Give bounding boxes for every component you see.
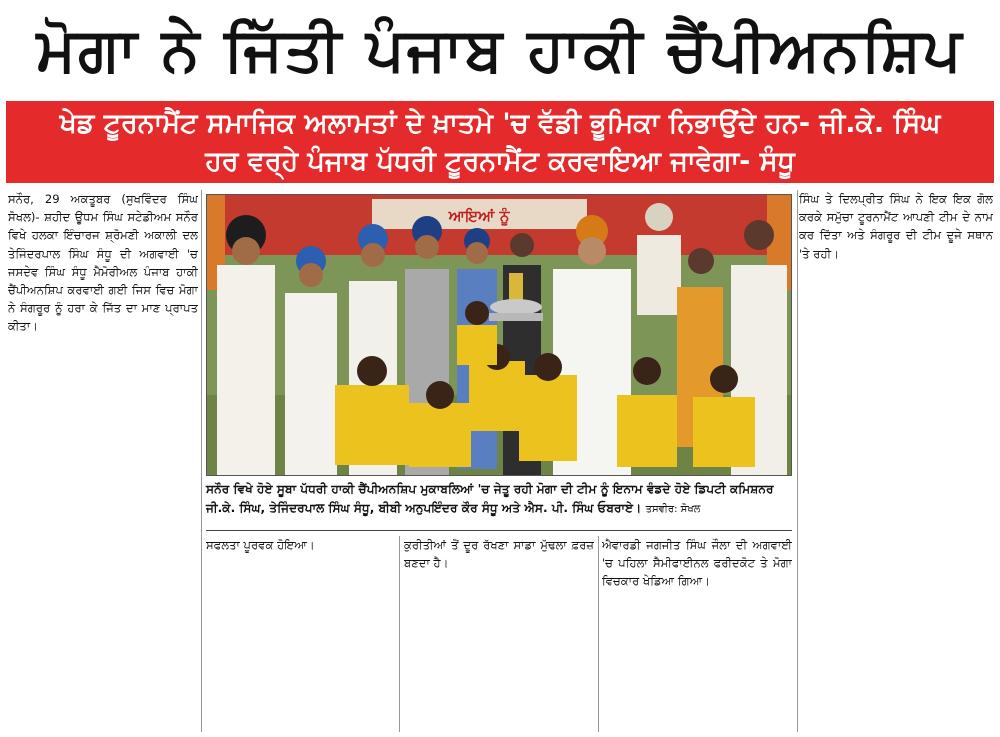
news-photo [206,194,792,476]
welcome-banner-text: ਆਇਆਂ ਨੂੰ [448,207,510,225]
article-column-4: ਐਵਾਰਡੀ ਜਗਜੀਤ ਸਿੰਘ ਜੌਲਾ ਦੀ ਅਗਵਾਈ 'ਚ ਪਹਿਲਾ ਸੈਮੀਫਾਈਨਲ ਫਰੀਦਕੋਟ ਤੇ ਮੋਗਾ ਵਿਚਕਾਰ ਖੇਡਿਆ ਗਿਆ। [602,538,792,589]
article-column-1: ਸਨੌਰ, 29 ਅਕਤੂਬਰ (ਸੁਖਵਿੰਦਰ ਸਿੰਘ ਸੋਖਲ)- ਸ਼ਹੀਦ ਊਧਮ ਸਿੰਘ ਸਟੇਡੀਅਮ ਸਨੌਰ ਵਿਖੇ ਹਲਕਾ ਇੰਚਾਰਜ ਸ਼੍ਰੋਮਣੀ ਅਕਾਲੀ ਦਲ ਤੇਜਿੰਦਰਪਾਲ ਸਿੰਘ ਸੰਧੂ ਦੀ ਅਗਵਾਈ 'ਚ ਜਸਦੇਵ ਸਿੰਘ ਸੰਧੂ ਮੈਮੋਰੀਅਲ ਪੰਜਾਬ ਹਾਕੀ ਚੈਂਪੀਅਨਸ਼ਿਪ ਕਰਵਾਈ ਗਈ ਜਿਸ ਵਿਚ ਮੋਗਾ ਨੇ ਸੰਗਰੂਰ ਨੂੰ ਹਰਾ ਕੇ ਜਿੱਤ ਦਾ ਮਾਣ ਪ੍ਰਾਪਤ ਕੀਤਾ। [8,192,198,334]
subheadline-2: ਹਰ ਵਰ੍ਹੇ ਪੰਜਾਬ ਪੱਧਰੀ ਟੂਰਨਾਮੈਂਟ ਕਰਵਾਇਆ ਜਾਵੇਗਾ- ਸੰਧੂ [205,146,795,177]
page-headline: ਮੋਗਾ ਨੇ ਜਿੱਤੀ ਪੰਜਾਬ ਹਾਕੀ ਚੈਂਪੀਅਨਸ਼ਿਪ [36,15,964,85]
subheadline-band [6,101,994,183]
photo-credit: ਤਸਵੀਰ: ਸੋਖਲ [645,504,701,515]
article-column-2: ਸਫਲਤਾ ਪੂਰਵਕ ਹੋਇਆ। [206,538,315,552]
column-divider [797,190,798,732]
photo-caption-text: ਸਨੌਰ ਵਿਖੇ ਹੋਏ ਸੂਬਾ ਪੱਧਰੀ ਹਾਕੀ ਚੈਂਪੀਅਨਸ਼ਿਪ ਮੁਕਾਬਲਿਆਂ 'ਚ ਜੇਤੂ ਰਹੀ ਮੋਗਾ ਦੀ ਟੀਮ ਨੂੰ ਇਨਾਮ ਵੰਡਦੇ ਹੋਏ ਡਿਪਟੀ ਕਮਿਸ਼ਨਰ ਜੀ.ਕੇ. ਸਿੰਘ, ਤੇਜਿੰਦਰਪਾਲ ਸਿੰਘ ਸੰਧੂ, ਬੀਬੀ ਅਨੁਪਇੰਦਰ ਕੌਰ ਸੰਧੂ ਅਤੇ ਐਸ. ਪੀ. ਸਿੰਘ ਓਬਰਾਏ। [206,482,774,515]
subheadline-1: ਖੇਡ ਟੂਰਨਾਮੈਂਟ ਸਮਾਜਿਕ ਅਲਾਮਤਾਂ ਦੇ ਖ਼ਾਤਮੇ 'ਚ ਵੱਡੀ ਭੂਮਿਕਾ ਨਿਭਾਉਂਦੇ ਹਨ- ਜੀ.ਕੇ. ਸਿੰਘ [59,108,941,139]
column-divider [399,536,400,732]
article-column-5: ਸਿੰਘ ਤੇ ਦਿਲਪ੍ਰੀਤ ਸਿੰਘ ਨੇ ਇਕ ਇਕ ਗੋਲ ਕਰਕੇ ਸਮੁੱਚਾ ਟੂਰਨਾਮੈਂਟ ਆਪਣੀ ਟੀਮ ਦੇ ਨਾਮ ਕਰ ਦਿੱਤਾ ਅਤੇ ਸੰਗਰੂਰ ਦੀ ਟੀਮ ਦੂਜੇ ਸਥਾਨ 'ਤੇ ਰਹੀ। [799,192,993,261]
caption-divider [206,530,792,531]
article-column-3: ਕੁਰੀਤੀਆਂ ਤੋਂ ਦੂਰ ਰੱਖਣਾ ਸਾਡਾ ਮੁੱਢਲਾ ਫ਼ਰਜ਼ ਬਣਦਾ ਹੈ। [404,538,594,571]
photo-illustration [207,195,792,476]
column-divider [598,536,599,732]
column-divider [201,190,202,732]
photo-caption [206,480,792,528]
